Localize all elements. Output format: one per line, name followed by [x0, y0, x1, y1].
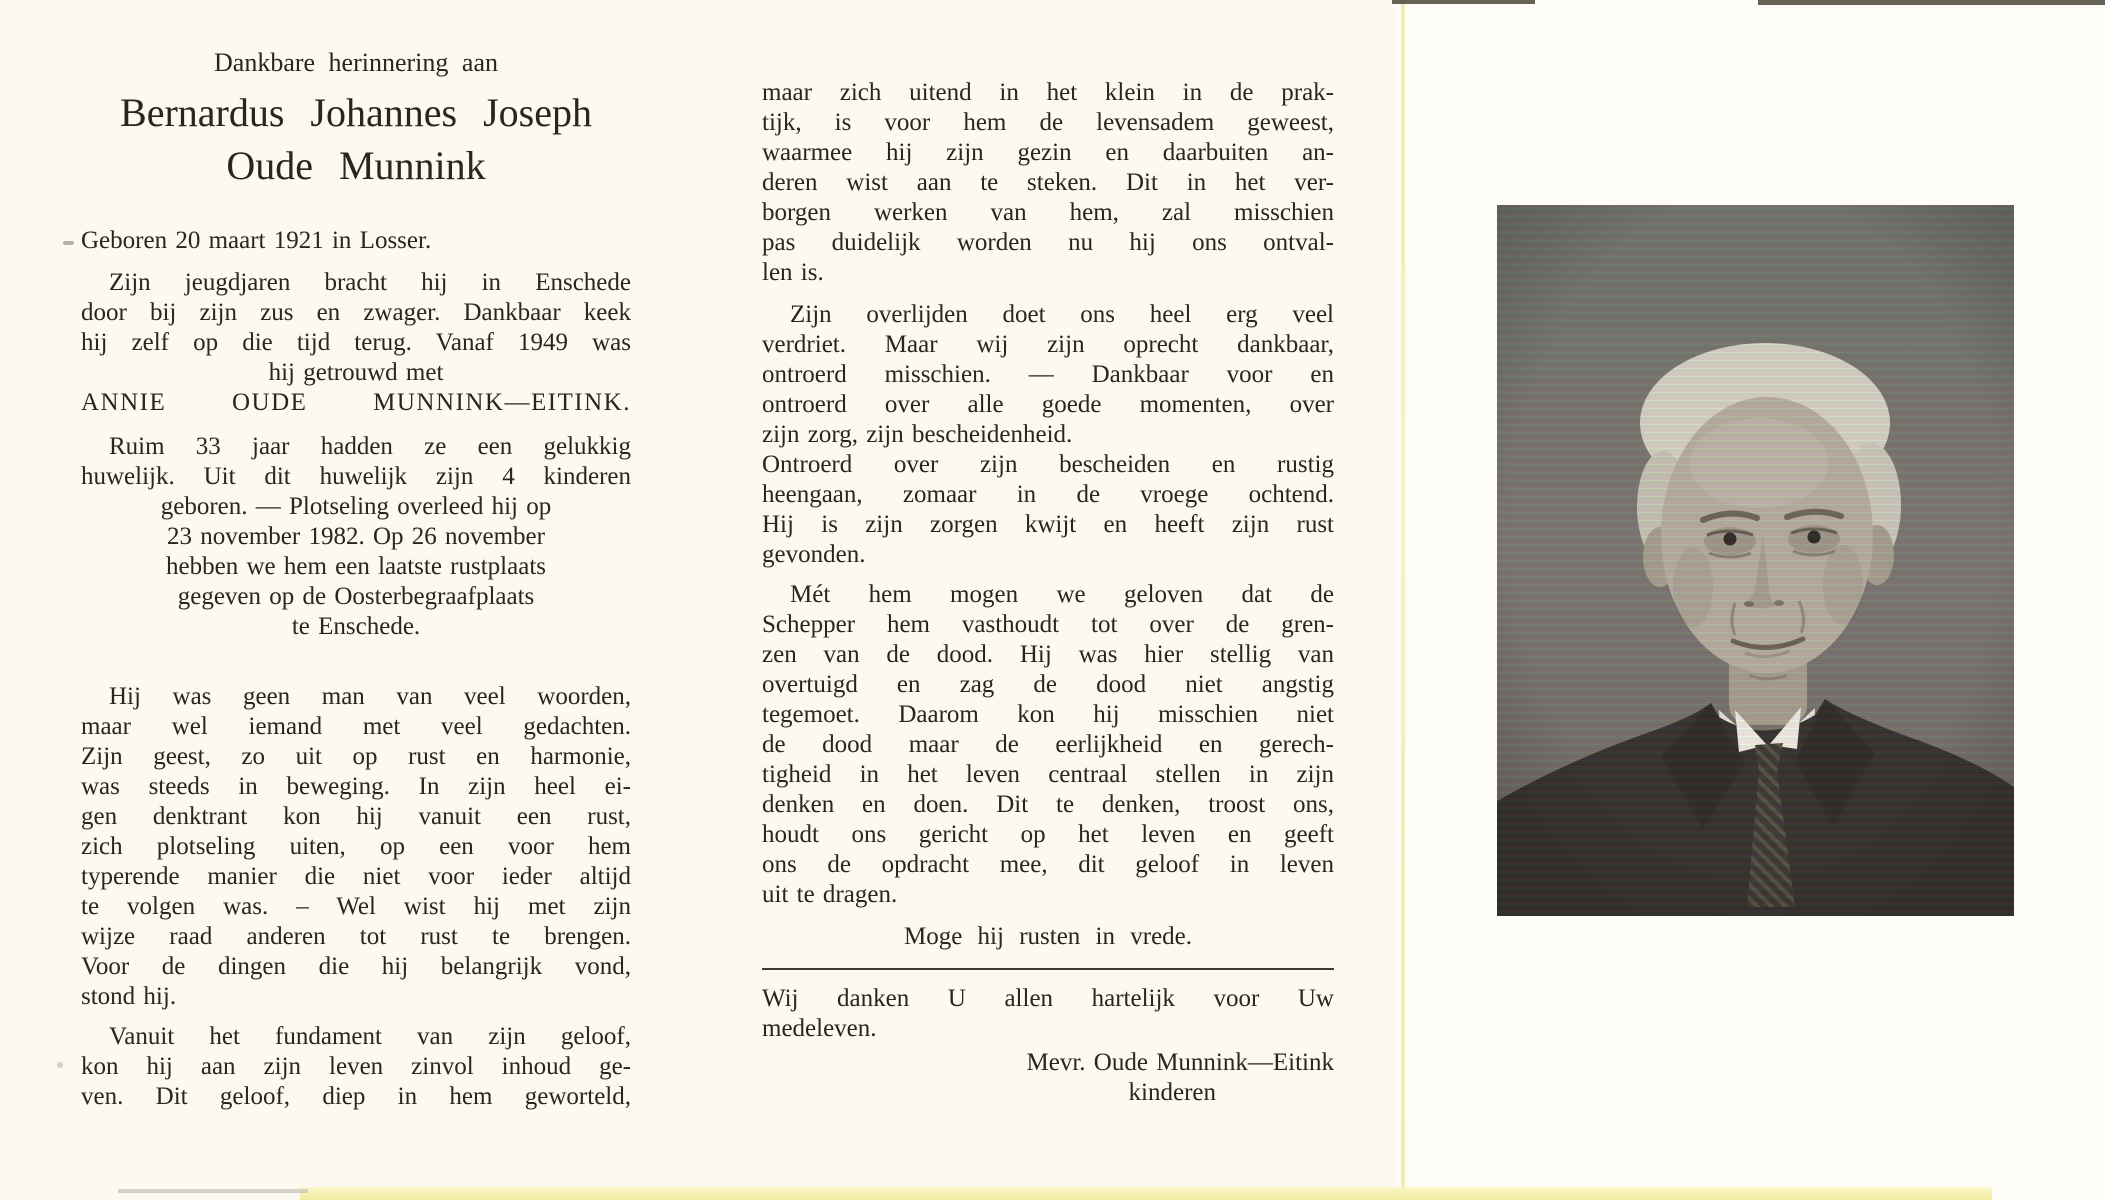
hope-paragraph-line: tegemoet. Daarom kon hij misschien niet [762, 701, 1334, 728]
thanks-paragraph-line: Wij danken U allen hartelijk voor Uw [762, 985, 1334, 1012]
right-column [762, 78, 1334, 1108]
character-paragraph-line: wijze raad anderen tot rust te brengen. [81, 923, 631, 950]
faith-paragraph-line: kon hij aan zijn leven zinvol inhoud ge- [81, 1053, 631, 1080]
youth-paragraph-line: ANNIE OUDE MUNNINK—EITINK. [81, 389, 631, 416]
faith-continued-paragraph-line: len is. [762, 259, 824, 286]
thanks-paragraph [762, 984, 1334, 1044]
faith-continued-paragraph-line: tijk, is voor hem de levensadem geweest, [762, 109, 1334, 136]
youth-paragraph-line: door bij zijn zus en zwager. Dankbaar keek [81, 299, 631, 326]
hope-paragraph-line: de dood maar de eerlijkheid en gerech- [762, 731, 1334, 758]
faith-continued-paragraph-line: deren wist aan te steken. Dit in het ver- [762, 169, 1334, 196]
character-paragraph-line: gen denktrant kon hij vanuit een rust, [81, 803, 631, 830]
hope-paragraph-line: ons de opdracht mee, dit geloof in leven [762, 851, 1334, 878]
hope-paragraph-line: denken en doen. Dit te denken, troost ons, [762, 791, 1334, 818]
hope-paragraph-line: zen van de dood. Hij was hier stellig van [762, 641, 1334, 668]
youth-paragraph-line: hij zelf op die tijd terug. Vanaf 1949 was [81, 329, 631, 356]
deceased-name-line: Oude Munnink [226, 143, 486, 188]
marriage-paragraph-line: hebben we hem een laatste rustplaats [166, 553, 546, 580]
grief-paragraph-line: Ontroerd over zijn bescheiden en rustig [762, 451, 1334, 478]
scan-artifact-mark [57, 1062, 63, 1068]
faith-paragraph [81, 1022, 631, 1112]
faith-continued-paragraph [762, 78, 1334, 288]
rest-in-peace-line [762, 922, 1334, 952]
scan-artifact-bottom-dash [118, 1189, 308, 1193]
hope-paragraph-line: Mét hem mogen we geloven dat de [790, 581, 1334, 608]
hope-paragraph-line: tigheid in het leven centraal stellen in zijn [762, 761, 1334, 788]
faith-continued-paragraph-line: borgen werken van hem, zal misschien [762, 199, 1334, 226]
hope-paragraph [762, 580, 1334, 910]
marriage-paragraph-line: gegeven op de Oosterbegraafplaats [177, 583, 535, 610]
hope-paragraph-line: uit te dragen. [762, 881, 898, 908]
youth-paragraph-line: Zijn jeugdjaren bracht hij in Enschede [109, 269, 631, 296]
scan-artifact-top-edge [1392, 0, 1535, 4]
birth-line-line: Geboren 20 maart 1921 in Losser. [81, 227, 432, 254]
faith-continued-paragraph-line: pas duidelijk worden nu hij ons ontval- [762, 229, 1334, 256]
intro-line-line: Dankbare herinnering aan [214, 48, 498, 77]
signature-line: Mevr. Oude Munnink—Eitink [1026, 1049, 1334, 1076]
grief-paragraph-line: heengaan, zomaar in de vroege ochtend. [762, 481, 1334, 508]
character-paragraph-line: te volgen was. – Wel wist hij met zijn [81, 893, 631, 920]
faith-continued-paragraph-line: waarmee hij zijn gezin en daarbuiten an- [762, 139, 1334, 166]
left-column [81, 48, 631, 1112]
deceased-name-line: Bernardus Johannes Joseph [120, 90, 592, 135]
portrait-photo [1497, 205, 2014, 916]
hope-paragraph-line: overtuigd en zag de dood niet angstig [762, 671, 1334, 698]
thanks-paragraph-line: medeleven. [762, 1015, 877, 1042]
scan-artifact-top-edge [1758, 0, 2105, 5]
grief-paragraph-line: verdriet. Maar wij zijn oprecht dankbaar, [762, 331, 1334, 358]
marriage-paragraph-line: te Enschede. [291, 613, 421, 640]
signature [762, 1048, 1334, 1108]
character-paragraph-line: was steeds in beweging. In zijn heel ei- [81, 773, 631, 800]
character-paragraph-line: Zijn geest, zo uit op rust en harmonie, [81, 743, 631, 770]
grief-paragraph-line: zijn zorg, zijn bescheidenheid. [762, 421, 1073, 448]
character-paragraph-line: Hij was geen man van veel woorden, [109, 683, 631, 710]
grief-paragraph-line: gevonden. [762, 541, 866, 568]
youth-paragraph [81, 268, 631, 418]
grief-paragraph-line: ontroerd misschien. — Dankbaar voor en [762, 361, 1334, 388]
hope-paragraph-line: Schepper hem vasthoudt tot over de gren- [762, 611, 1334, 638]
grief-paragraph [762, 300, 1334, 570]
fold-line [1401, 0, 1405, 1200]
scan-artifact-mark [63, 241, 74, 245]
intro-line [81, 48, 631, 78]
marriage-paragraph-line: Ruim 33 jaar hadden ze een gelukkig [109, 433, 631, 460]
birth-line [81, 226, 631, 256]
marriage-paragraph-line: geboren. — Plotseling overleed hij op [160, 493, 552, 520]
character-paragraph-line: typerende manier die niet voor ieder altijd [81, 863, 631, 890]
grief-paragraph-line: ontroerd over alle goede momenten, over [762, 391, 1334, 418]
faith-paragraph-line: Vanuit het fundament van zijn geloof, [109, 1023, 631, 1050]
marriage-paragraph-line: huwelijk. Uit dit huwelijk zijn 4 kinderen [81, 463, 631, 490]
rest-in-peace-line-line: Moge hij rusten in vrede. [903, 923, 1193, 950]
marriage-paragraph-line: 23 november 1982. Op 26 november [167, 523, 545, 550]
marriage-paragraph [81, 432, 631, 642]
deceased-name [81, 86, 631, 192]
faith-paragraph-line: ven. Dit geloof, diep in hem geworteld, [81, 1083, 631, 1110]
grief-paragraph-line: Hij is zijn zorgen kwijt en heeft zijn rust [762, 511, 1334, 538]
character-paragraph-line: maar wel iemand met veel gedachten. [81, 713, 631, 740]
faith-continued-paragraph-line: maar zich uitend in het klein in de prak- [762, 79, 1334, 106]
hope-paragraph-line: houdt ons gericht op het leven en geeft [762, 821, 1334, 848]
character-paragraph-line: zich plotseling uiten, op een voor hem [81, 833, 631, 860]
signature-line: kinderen [1128, 1079, 1216, 1106]
divider-line [762, 968, 1334, 970]
character-paragraph-line: Voor de dingen die hij belangrijk vond, [81, 953, 631, 980]
character-paragraph [81, 682, 631, 1012]
scan-artifact-bottom-strip [300, 1187, 1992, 1200]
grief-paragraph-line: Zijn overlijden doet ons heel erg veel [790, 301, 1334, 328]
youth-paragraph-line: hij getrouwd met [268, 359, 444, 386]
character-paragraph-line: stond hij. [81, 983, 177, 1010]
